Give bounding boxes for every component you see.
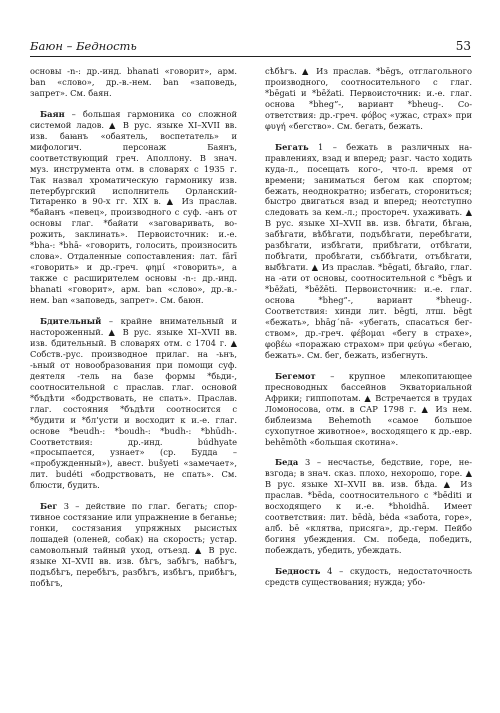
entry-headword: Бегемот (275, 370, 316, 381)
left-column (30, 66, 237, 589)
dictionary-entry-begemot (265, 371, 472, 448)
entry-body: 1 – бежать в различных направлениях, взад и вперед; разг. часто ходить куда-л., посещать кого-, что-л. время от времени; заниматься бегом как спортом; бежать, неоднократно; избегать, сторониться; быстро двигаться взад и вперед; неотступно следовать за кем.-л.; простореч. ухаживать. ▲ В рус. языке XI–XVII вв. изв. бѣгати, бѣгаꙗ, забѣгати, вѣбѣгати, подъбѣгати, перебѣгати, разбѣгати, избѣгати, прибѣгати, отбѣгати, побѣгати, пробѣгати, съббѣгати, отъбѣгати, выбѣгати. ▲ Из праслав. *bēgati, бѣгайо, глаг. на -ати от основы, соотносительной с *bēgъ и *bēžati, *bēžēti. Первоисточник: и.-е. глаг. основа *bheg”-, вариант *bheug-. Соответствия: хинди лит. bēgti, лтш. bēgt «бежать», bhāg´nā- «убегать, спасаться бегством», др.-греч. φέβομαι «бегу в страхе», φοβέω «поражаю страхом» при φεύγω «бегаю, бежать». См. бег, бежать, избегнуть. (265, 141, 472, 360)
entry-body: 3 – несчастье, бедствие, горе, невзгода; в знач. сказ. плохо, нехорошо, горе. ▲ В рус. языке XI–XVII вв. изв. бѣда. ▲ Из праслав. *bēda, соотносительного с *bēditi и восходящего к и.-е. *bhoidhā. Имеет соответствия: лит. bēdà, bėda «забота, горе», алб. bē «клятва, присяга», др.-герм. Пейбо богиня убеждения. См. победа, победить, побеждать, убедить, убеждать. (265, 457, 472, 556)
running-header (30, 40, 471, 57)
dictionary-entry-beda (265, 457, 472, 556)
dictionary-entry-bednost (265, 566, 472, 588)
entry-body: 4 – скудость, недостаточность средств существования; нужда; убо- (265, 566, 472, 587)
dictionary-entry-beg (30, 501, 237, 589)
running-title: Баюн – Бедность (30, 39, 137, 53)
entry-continuation: основы -n-: др.-инд. bhanati «говорит», арм. ban «слово», др.-в.-нем. ban «заповедь, запрет». См. баян. (30, 66, 237, 98)
dictionary-entry-bayan (30, 109, 237, 306)
entry-continuation: сѣбѣгъ. ▲ Из праслав. *bēgъ, отглагольного производного, соотносительного с глаг. *bēgati и *bēžati. Первоисточник: и.-е. глаг. основа *bheg”-, вариант *bheug-. Соответствия: др.-греч. φόβος «ужас, страх» при φυγή «бегство». См. бегать, бежать. (265, 66, 472, 131)
entry-headword: Баян (40, 108, 65, 119)
entry-body: 3 – действие по глаг. бегать; спортивное состязание или упражнение в беганье; гонки, состязания упряжных рысистых лошадей (оленей, собак) на скорость; устар. самовольный тайный уход, отъезд. ▲ В рус. языке XI–XVII вв. изв. бѣгъ, забѣгъ, набѣгъ, подъбѣгъ, перебѣгъ, разбѣгъ, избѣгъ, прибѣгъ, побѣгъ, (30, 501, 237, 588)
entry-headword: Бдительный (40, 316, 102, 327)
entry-headword: Беда (275, 457, 299, 468)
right-column (265, 66, 472, 588)
entry-headword: Бедность (275, 566, 321, 577)
dictionary-entry-bditelny (30, 316, 237, 491)
dictionary-entry-begat (265, 142, 472, 361)
page-number: 53 (455, 39, 471, 53)
entry-body: – крупное млекопитающее пресноводных бассейнов Экваториальной Африки; гиппопотам. ▲ Встречается в трудах Ломоносова, отм. в САР 1798 г. ▲ Из нем. библеизма Behemoth «самое большое сухопутное животное», восходящего к др.-евр. behēmōth «большая скотина». (265, 370, 472, 447)
entry-headword: Бег (40, 501, 58, 512)
entry-body: – крайне внимательный и настороженный. ▲ В рус. языке XI–XVII вв. изв. бдительный. В словарях отм. с 1704 г. ▲ Собств.-рус. производное прилаг. на -ьнъ, -ьный от новообразования при помощи суф. деятеля -тель на базе формы *бьди-, соотносительной с праслав. глаг. основой *бъдѣти «бодрствовать, не спать». Праслав. глаг. состояния *бъдѣти соотносится с *будити и *бл’усти и восходит к и.-е. глаг. основе *beudh-: *boudh-: *budh-: *bhūdh-. Соответствия: др.-инд. búdhyate «просыпается, узнает» (ср. Будда – «пробужденный»), авест. bušyeti «замечает», лит. budéti «бодрствовать, не спать». См. блюсти, будить. (30, 316, 237, 491)
entry-headword: Бегать (275, 141, 309, 152)
entry-body: – большая гармоника со сложной системой ладов. ▲ В рус. языке XI–XVII вв. изв. баꙗнъ «обаятель, воспетатель» и мифологич. персонаж Баянъ, соответствующий греч. Аполлону. В знач. муз. инструмента отм. в словарях с 1935 г. Так назвал хроматическую гармонику изв. петербургский исполнитель Орланский-Титаренко в 90-х гг. XIX в. ▲ Из праслав. *байанъ «певец», производного с суф. -анъ от основы глаг. *байати «заговаривать, ворожить, заклинать». Первоисточник: и.-е. *bha-: *bhā- «говорить, голосить, произносить слова». Отдаленные сопоставления: лат. fārī «говорить» и др.-греч. φημί «говорить», а также с расширителем основы -n-: др.-инд. bhanati «говорит», арм. ban «слово», др.-в.-нем. ban «заповедь, запрет». См. баюн. (30, 108, 237, 306)
